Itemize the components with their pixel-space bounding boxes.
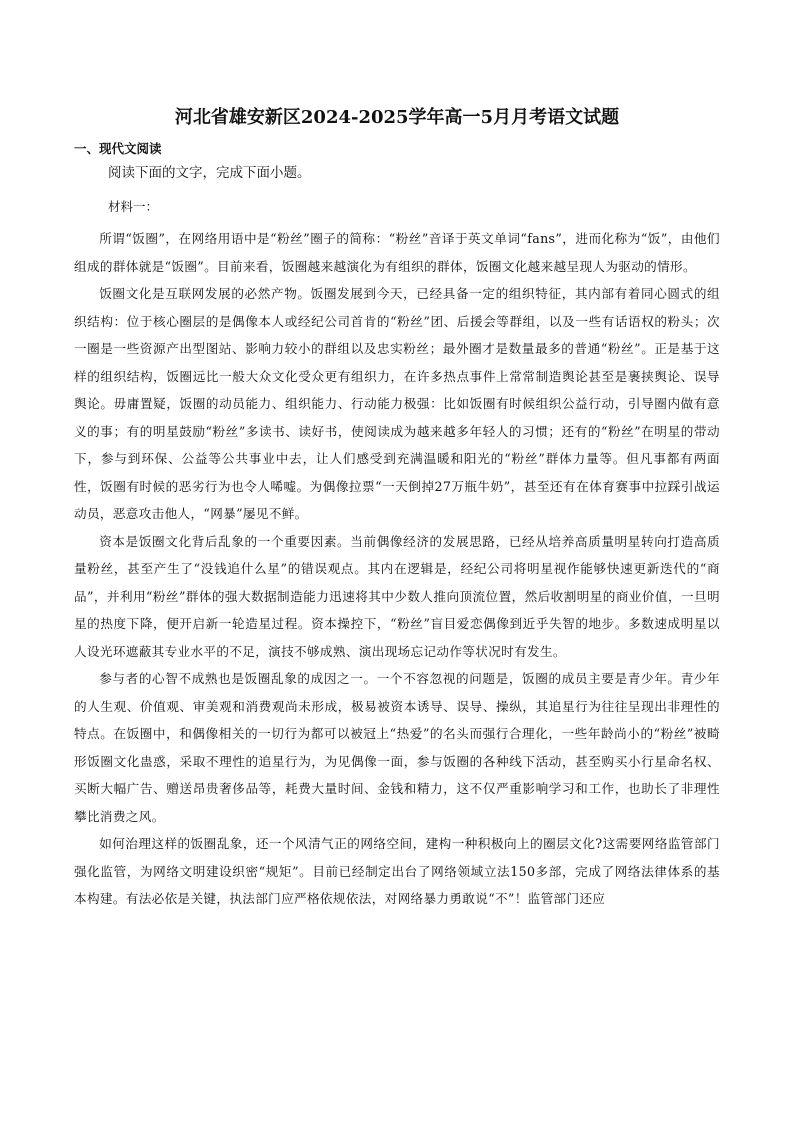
document-title: 河北省雄安新区2024-2025学年高一5月月考语文试题: [174, 107, 620, 128]
paragraph: 资本是饭圈文化背后乱象的一个重要因素。当前偶像经济的发展思路，已经从培养高质量明星转向打造高质量粉丝，甚至产生了“没钱追什么星”的错误观点。其内在逻辑是，经纪公司将明星视作能够快速更新迭代的“商品”，并利用“粉丝”群体的强大数据制造能力迅速将其中少数人推向顶流位置，然后收割明星的商业价值，一旦明星的热度下降，便开启新一轮造星过程。资本操控下，“粉丝”盲目爱恋偶像到近乎失智的地步。多数速成明星以人设光环遮蔽其专业水平的不足，演技不够成熟、演出现场忘记动作等状况时有发生。: [74, 533, 720, 659]
article-body: [74, 225, 720, 913]
paragraph: 饭圈文化是互联网发展的必然产物。饭圈发展到今天，已经具备一定的组织特征，其内部有着同心圆式的组织结构：位于核心圈层的是偶像本人或经纪公司首肯的“粉丝”团、后援会等群组，以及一些有话语权的粉头；次一圈是一些资源产出型图站、影响力较小的群组以及忠实粉丝；最外圈才是数量最多的普通“粉丝”。正是基于这样的组织结构，饭圈远比一般大众文化受众更有组织力，在许多热点事件上常常制造舆论甚至是裹挟舆论、误导舆论。毋庸置疑，饭圈的动员能力、组织能力、行动能力极强：比如饭圈有时候组织公益行动，引导圈内做有意义的事；有的明星鼓励“粉丝”多读书、读好书，使阅读成为越来越多年轻人的习惯；还有的“粉丝”在明星的带动下，参与到环保、公益等公共事业中去，让人们感受到充满温暖和阳光的“粉丝”群体力量等。但凡事都有两面性，饭圈有时候的恶劣行为也令人唏嘘。为偶像拉票“一天倒掉27万瓶牛奶”，甚至还有在体育赛事中拉踩引战运动员，恶意攻击他人，“网暴”屡见不鲜。: [74, 286, 720, 521]
paragraph: 如何治理这样的饭圈乱象，还一个风清气正的网络空间，建构一种积极向上的圈层文化?这需要网络监管部门强化监管，为网络文明建设织密“规矩”。目前已经制定出台了网络领域立法150多部，完成了网络法律体系的基本构建。有法必依是关键，执法部门应严格依规依法，对网络暴力勇敢说“不”！监管部门还应: [74, 836, 720, 906]
reading-instruction: 阅读下面的文字，完成下面小题。: [108, 165, 311, 181]
material-label: 材料一：: [108, 199, 159, 214]
paragraph: 所谓“饭圈”，在网络用语中是“粉丝”圈子的简称：“粉丝”音译于英文单词“fans”，进而化称为“饭”，由他们组成的群体就是“饭圈”。目前来看，饭圈越来越演化为有组织的群体，饭圈文化越来越呈现人为驱动的情形。: [74, 231, 720, 274]
section-heading: 一、现代文阅读: [74, 141, 162, 156]
paragraph: 参与者的心智不成熟也是饭圈乱象的成因之一。一个不容忽视的问题是，饭圈的成员主要是青少年。青少年的人生观、价值观、审美观和消费观尚未形成，极易被资本诱导、误导、操纵，其追星行为往往呈现出非理性的特点。在饭圈中，和偶像相关的一切行为都可以被冠上“热爱”的名头而强行合理化，一些年龄尚小的“粉丝”被畸形饭圈文化蛊惑，采取不理性的追星行为，为见偶像一面，参与饭圈的各种线下活动，甚至购买小行星命名权、买断大幅广告、赠送昂贵奢侈品等，耗费大量时间、金钱和精力，这不仅严重影响学习和工作，也助长了非理性攀比消费之风。: [74, 671, 720, 824]
